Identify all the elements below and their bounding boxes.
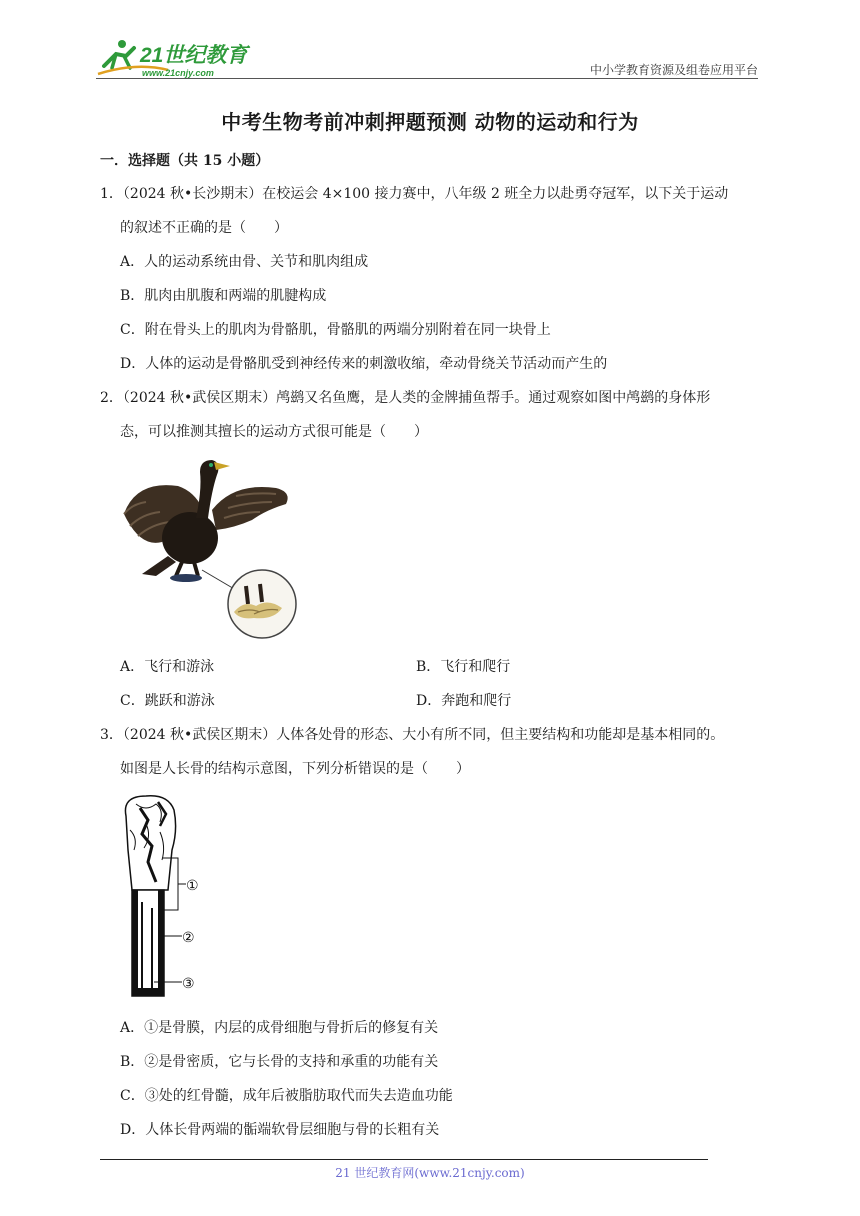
question-3-option-d: D．人体长骨两端的骺端软骨层细胞与骨的长粗有关	[120, 1122, 440, 1138]
question-1-option-c: C．附在骨头上的肌肉为骨骼肌，骨骼肌的两端分别附着在同一块骨上	[120, 322, 551, 338]
question-3-option-c: C．③处的红骨髓，成年后被脂肪取代而失去造血功能	[120, 1088, 453, 1104]
question-2-option-c: C．跳跃和游泳	[120, 693, 215, 709]
label-3: ③	[182, 976, 195, 992]
question-3-line-2: 如图是人长骨的结构示意图，下列分析错误的是（ ）	[120, 761, 470, 777]
label-2: ②	[182, 930, 195, 946]
question-2-option-a: A．飞行和游泳	[120, 659, 215, 675]
header-divider	[96, 78, 758, 79]
question-2-option-d: D．奔跑和爬行	[416, 693, 512, 709]
cormorant-figure	[116, 452, 300, 640]
header-platform-text: 中小学教育资源及组卷应用平台	[589, 63, 758, 77]
long-bone-diagram	[116, 790, 210, 1000]
site-logo	[96, 36, 256, 80]
logo-text: 21世纪教育	[140, 44, 248, 67]
question-2-line-1: 2．（2024 秋•武侯区期末）鸬鹚又名鱼鹰，是人类的金牌捕鱼帮手。通过观察如图中鸬鹚的身体形	[100, 390, 711, 406]
question-1-option-a: A．人的运动系统由骨、关节和肌肉组成	[120, 254, 369, 270]
question-1-line-1: 1．（2024 秋•长沙期末）在校运会 4×100 接力赛中，八年级 2 班全力以赴勇夺冠军，以下关于运动	[100, 186, 729, 202]
question-1-option-d: D．人体的运动是骨骼肌受到神经传来的刺激收缩，牵动骨绕关节活动而产生的	[120, 356, 608, 372]
logo-url: www.21cnjy.com	[142, 68, 214, 78]
question-2-line-2: 态，可以推测其擅长的运动方式很可能是（ ）	[120, 424, 428, 440]
section-heading: 一．选择题（共 15 小题）	[100, 153, 270, 169]
question-3-line-1: 3．（2024 秋•武侯区期末）人体各处骨的形态、大小有所不同，但主要结构和功能却是基本相同的。	[100, 727, 725, 743]
label-1: ①	[186, 878, 199, 894]
question-1-option-b: B．肌肉由肌腹和两端的肌腱构成	[120, 288, 327, 304]
question-2-option-b: B．飞行和爬行	[416, 659, 511, 675]
question-3-option-a: A．①是骨膜，内层的成骨细胞与骨折后的修复有关	[120, 1020, 439, 1036]
footer-divider	[100, 1159, 708, 1160]
question-3-option-b: B．②是骨密质，它与长骨的支持和承重的功能有关	[120, 1054, 439, 1070]
page-title: 中考生物考前冲刺押题预测 动物的运动和行为	[221, 110, 639, 134]
footer-link[interactable]: 21 世纪教育网(www.21cnjy.com)	[335, 1166, 525, 1180]
question-1-line-2: 的叙述不正确的是（ ）	[120, 220, 288, 236]
